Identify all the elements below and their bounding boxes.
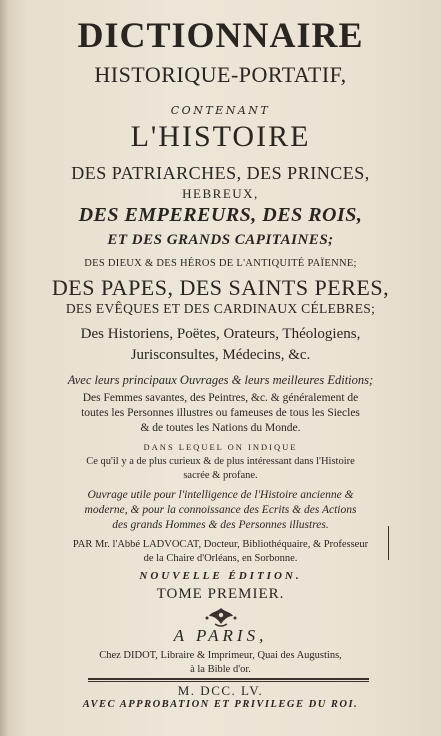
cequil-line-1: Ce qu'il y a de plus curieux & de plus intéressant dans l'Histoire bbox=[86, 456, 355, 467]
edition-line: NOUVELLE ÉDITION. bbox=[139, 570, 302, 582]
capitaines-line: ET DES GRANDS CAPITAINES; bbox=[107, 232, 334, 248]
histoire-heading: L'HISTOIRE bbox=[130, 120, 311, 153]
dieux-line: DES DIEUX & DES HÉROS DE L'ANTIQUITÉ PAÏENNE; bbox=[84, 258, 357, 269]
femmes-line-2: toutes les Personnes illustres ou fameuses de tous les Siecles bbox=[81, 407, 360, 419]
historiens-line-2: Jurisconsultes, Médecins, &c. bbox=[130, 347, 311, 363]
ouvrage-line-1: Ouvrage utile pour l'intelligence de l'Histoire ancienne & bbox=[87, 489, 354, 501]
tome-line: TOME PREMIER. bbox=[156, 586, 285, 602]
place-line: A PARIS, bbox=[173, 626, 268, 645]
ouvrage-line-2: moderne, & pour la connoissance des Ecrits & des Actions bbox=[84, 504, 357, 516]
femmes-line-1: Des Femmes savantes, des Peintres, &c. & généralement de bbox=[82, 392, 359, 404]
ouvrage-line-3: des grands Hommes & des Personnes illustres. bbox=[112, 519, 329, 531]
year-line: M. DCC. LV. bbox=[177, 683, 264, 698]
historiens-line-1: Des Historiens, Poëtes, Orateurs, Théologiens, bbox=[80, 326, 361, 342]
publisher-line-2: à la Bible d'or. bbox=[190, 664, 251, 675]
book-subtitle: HISTORIQUE-PORTATIF, bbox=[94, 62, 347, 87]
imprint-rule bbox=[88, 678, 369, 680]
papes-line: DES PAPES, DES SAINTS PERES, bbox=[51, 275, 390, 300]
privilege-line: AVEC APPROBATION ET PRIVILEGE DU ROI. bbox=[82, 699, 359, 710]
author-line-2: de la Chaire d'Orléans, en Sorbonne. bbox=[143, 553, 298, 564]
patriarches-line: DES PATRIARCHES, DES PRINCES, bbox=[71, 163, 370, 183]
author-line-1: PAR Mr. l'Abbé LADVOCAT, Docteur, Bibliothéquaire, & Professeur bbox=[72, 539, 369, 550]
contenant-label: CONTENANT bbox=[170, 104, 271, 117]
imprint-rule-thin bbox=[88, 681, 369, 682]
dans-lequel-line: DANS LEQUEL ON INDIQUE bbox=[143, 442, 298, 452]
hebreux-line: HEBREUX, bbox=[182, 186, 259, 201]
book-title: DICTIONNAIRE bbox=[77, 15, 364, 55]
ouvrages-line: Avec leurs principaux Ouvrages & leurs meilleures Editions; bbox=[67, 373, 374, 387]
femmes-line-3: & de toutes les Nations du Monde. bbox=[140, 422, 301, 434]
publisher-line-1: Chez DIDOT, Libraire & Imprimeur, Quai des Augustins, bbox=[99, 650, 342, 661]
fleuron-ornament-icon bbox=[0, 606, 441, 628]
cequil-line-2: sacrée & profane. bbox=[183, 470, 258, 481]
eveques-line: DES EVÊQUES ET DES CARDINAUX CÉLEBRES; bbox=[65, 301, 376, 316]
empereurs-line: DES EMPEREURS, DES ROIS, bbox=[78, 204, 363, 226]
